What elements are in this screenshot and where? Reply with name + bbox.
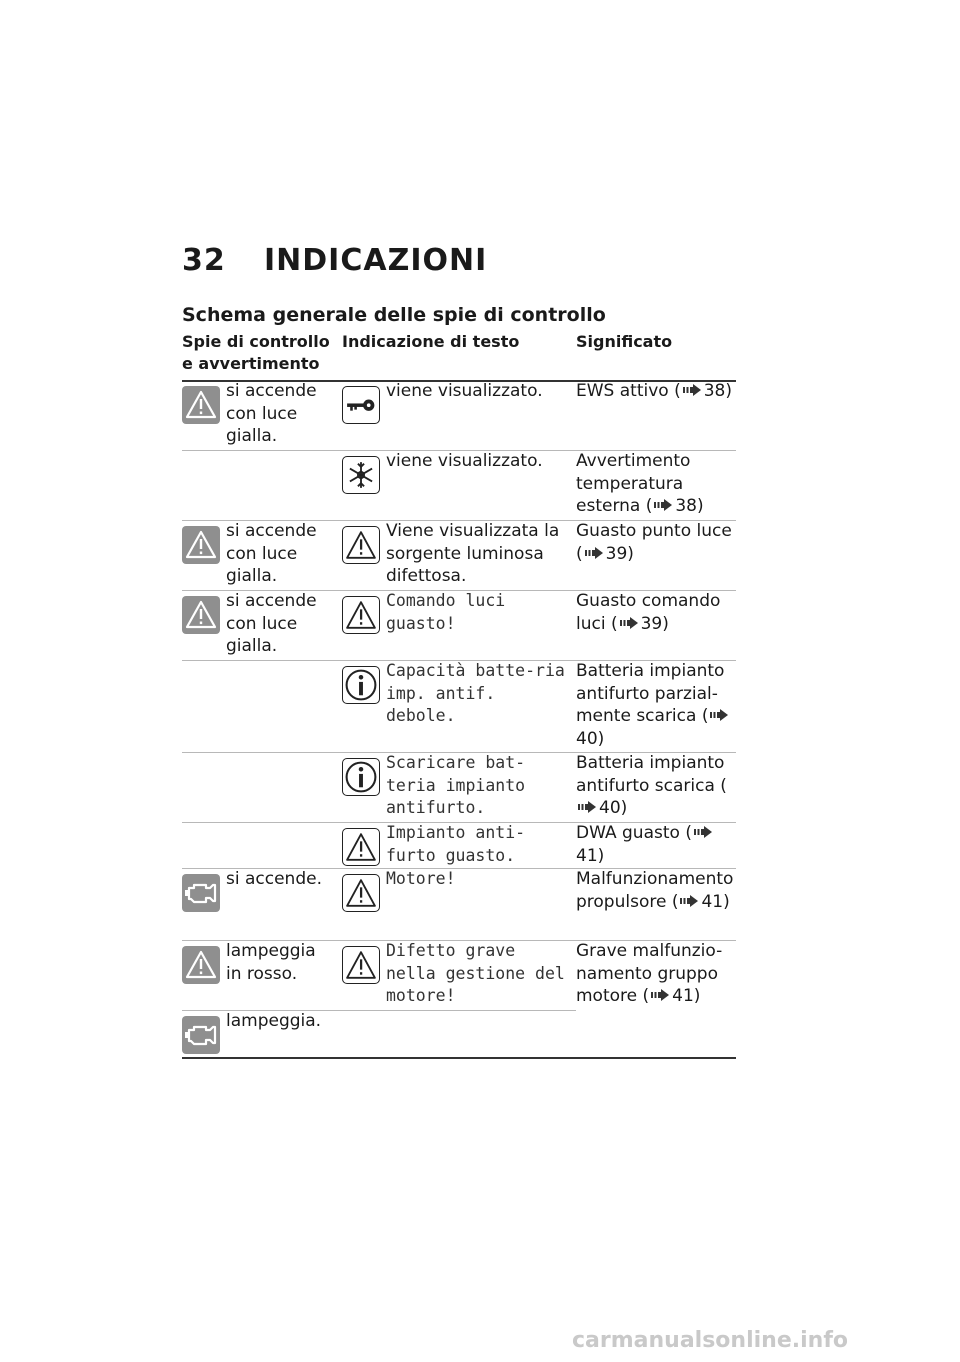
page-reference-arrow-icon xyxy=(651,988,669,1002)
indicazione-text: Difetto grave nella gestione del motore! xyxy=(386,941,565,1005)
spia-text: si accende. xyxy=(226,869,322,889)
spia-text: si accende con luce gialla. xyxy=(226,591,317,656)
footer-watermark: carmanualsonline.info xyxy=(572,1328,848,1353)
significato-text: Avvertimento temperatura esterna ( 38) xyxy=(576,451,704,516)
engine-icon xyxy=(182,874,220,912)
table-bottom-rule xyxy=(182,1057,736,1059)
indicazione-text: Viene visualizzata la sorgente luminosa difettosa. xyxy=(386,521,560,586)
indicazione-text: viene visualizzato. xyxy=(386,381,543,401)
warning-triangle-icon xyxy=(342,596,380,634)
chapter-title: INDICAZIONI xyxy=(264,243,488,278)
indicazione-text: Capacità batte-ria imp. antif. debole. xyxy=(386,661,565,725)
info-icon xyxy=(342,758,380,796)
engine-icon xyxy=(182,1016,220,1054)
spia-text: lampeggia. xyxy=(226,1011,322,1031)
info-icon xyxy=(342,666,380,704)
column-header-significato: Significato xyxy=(576,332,673,351)
page-header xyxy=(182,243,487,278)
page-number: 32 xyxy=(182,243,226,278)
warning-triangle-icon xyxy=(342,946,380,984)
page-reference-arrow-icon xyxy=(683,383,701,397)
page-reference-arrow-icon xyxy=(654,498,672,512)
snowflake-icon xyxy=(342,456,380,494)
significato-text: Grave malfunzio-namento gruppo motore ( 41) xyxy=(576,941,723,1006)
indicazione-text: Comando luci guasto! xyxy=(386,591,506,633)
warning-triangle-icon xyxy=(182,386,220,424)
warning-triangle-icon xyxy=(342,874,380,912)
spia-text: si accende con luce gialla. xyxy=(226,521,317,586)
section-title: Schema generale delle spie di controllo xyxy=(182,304,606,326)
significato-text: Guasto comando luci ( 39) xyxy=(576,591,721,634)
page-reference-arrow-icon xyxy=(620,616,638,630)
key-icon xyxy=(342,386,380,424)
indicazione-text: Impianto anti-furto guasto. xyxy=(386,823,526,865)
significato-text: Batteria impianto antifurto scarica (40) xyxy=(576,753,727,818)
warning-triangle-icon xyxy=(182,596,220,634)
spia-text: si accende con luce gialla. xyxy=(226,381,317,446)
significato-text: EWS attivo ( 38) xyxy=(576,381,732,401)
page-reference-arrow-icon xyxy=(578,800,596,814)
significato-text: DWA guasto (41) xyxy=(576,822,736,867)
warning-triangle-icon xyxy=(342,828,380,866)
significato-text: Guasto punto luce ( 39) xyxy=(576,521,732,564)
significato-text: Batteria impianto antifurto parzial-mente scarica (40) xyxy=(576,660,736,750)
indicazione-text: viene visualizzato. xyxy=(386,451,543,471)
significato-text: Malfunzionamento propulsore ( 41) xyxy=(576,869,734,912)
indicazione-text: Scaricare bat-teria impianto antifurto. xyxy=(386,753,526,817)
warning-triangle-icon xyxy=(182,946,220,984)
indicazione-text: Motore! xyxy=(386,869,456,888)
page-reference-arrow-icon xyxy=(585,546,603,560)
column-header-indicazione: Indicazione di testo xyxy=(342,332,520,351)
column-header-spie: Spie di controllo e avvertimento xyxy=(182,332,330,373)
page-reference-arrow-icon xyxy=(694,825,712,839)
warning-triangle-icon xyxy=(182,526,220,564)
page-reference-arrow-icon xyxy=(710,708,728,722)
page-reference-arrow-icon xyxy=(680,894,698,908)
warning-triangle-icon xyxy=(342,526,380,564)
spia-text: lampeggia in rosso. xyxy=(226,941,316,984)
